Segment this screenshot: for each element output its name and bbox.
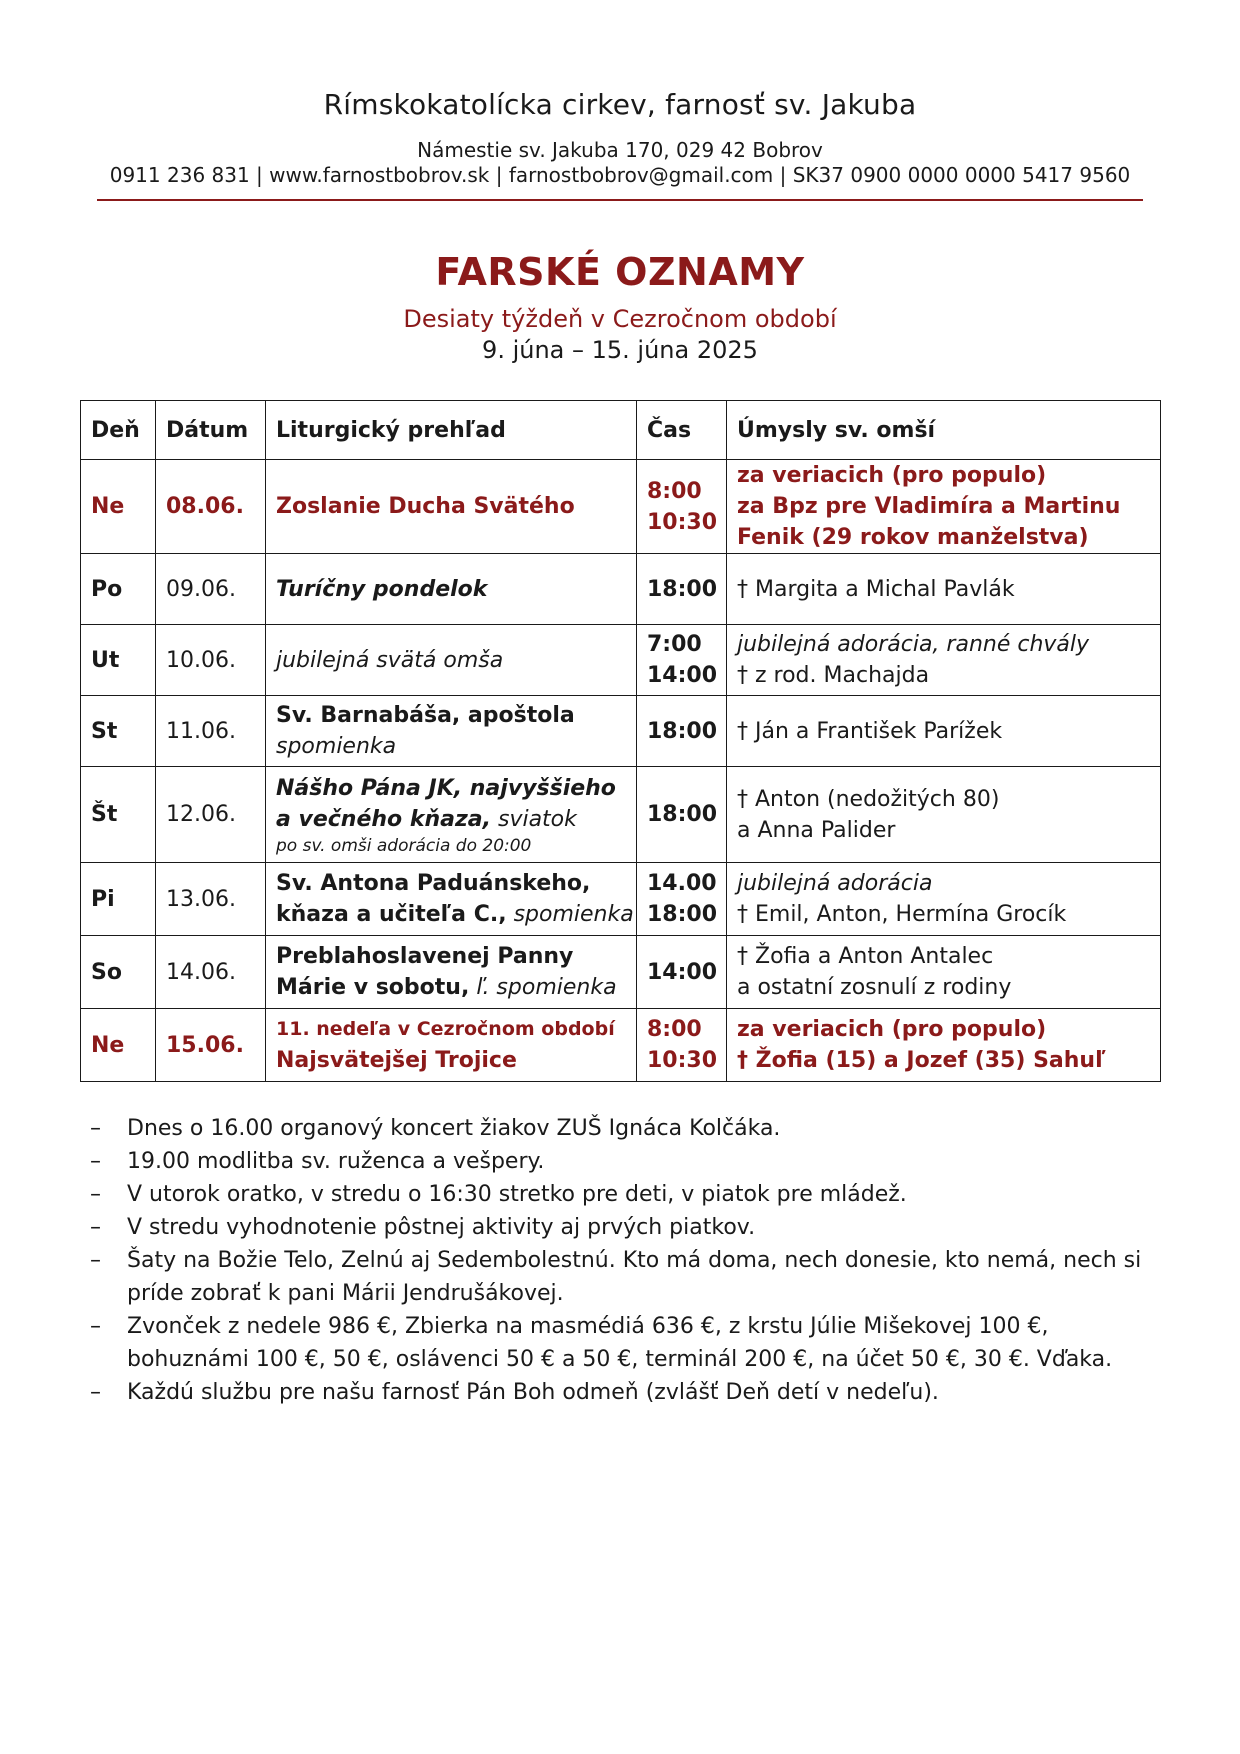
parish-contacts: 0911 236 831 | www.farnostbobrov.sk | farnostbobrov@gmail.com | SK37 0900 0000 0000 5417 9560 — [109, 163, 1131, 187]
day-cell: Ne — [81, 460, 156, 554]
date-cell: 11.06. — [156, 696, 266, 767]
day-cell: Št — [81, 767, 156, 863]
date-cell: 13.06. — [156, 863, 266, 936]
liturgy-cell — [266, 767, 637, 863]
time-cell — [637, 625, 727, 696]
intention-line: za veriacich (pro populo) — [737, 463, 1047, 488]
header-time: Čas — [637, 401, 727, 460]
time-cell — [637, 767, 727, 863]
time-line: 8:00 — [647, 478, 702, 504]
notice-text: Dnes o 16.00 organový koncert žiakov ZUŠ Ignáca Kolčáka. — [127, 1116, 781, 1141]
notice-text: Šaty na Božie Telo, Zelnú aj Sedembolestnú. Kto má doma, nech donesie, kto nemá, nech si príde zobrať k pani Márii Jendrušákovej. — [127, 1248, 1142, 1306]
time-cell — [637, 696, 727, 767]
intentions-cell — [727, 1009, 1161, 1082]
bullet-dash: – — [90, 1116, 101, 1141]
liturgy-cell — [266, 696, 637, 767]
notice-text: V stredu vyhodnotenie pôstnej aktivity aj prvých piatkov. — [127, 1215, 756, 1240]
date-cell: 09.06. — [156, 554, 266, 625]
table-header-row — [81, 401, 1161, 460]
liturgy-line: a večného kňaza, — [276, 806, 491, 832]
liturgy-cell — [266, 460, 637, 554]
header-liturgy: Liturgický prehľad — [266, 401, 637, 460]
table-row — [81, 767, 1161, 863]
liturgy-cell — [266, 863, 637, 936]
date-cell: 14.06. — [156, 936, 266, 1009]
time-line: 18:00 — [647, 718, 718, 744]
schedule-table — [80, 400, 1161, 1082]
liturgy-line: Sv. Antona Paduánskeho, — [276, 871, 591, 896]
intentions-cell — [727, 863, 1161, 936]
liturgy-line: Sv. Barnabáša, apoštola — [276, 703, 575, 728]
time-cell — [637, 936, 727, 1009]
intentions-cell — [727, 625, 1161, 696]
table-row — [81, 554, 1161, 625]
liturgy-line: kňaza a učiteľa C., — [276, 902, 507, 927]
intention-line: jubilejná adorácia — [737, 871, 933, 896]
table-row — [81, 936, 1161, 1009]
liturgy-cell — [266, 936, 637, 1009]
date-cell: 10.06. — [156, 625, 266, 696]
liturgy-rank: spomienka — [276, 734, 397, 759]
time-line: 8:00 — [647, 1017, 702, 1042]
time-cell — [637, 460, 727, 554]
intention-line: † Anton (nedožitých 80) — [737, 786, 1000, 812]
liturgy-cell — [266, 1009, 637, 1082]
table-row — [81, 625, 1161, 696]
intentions-cell — [727, 554, 1161, 625]
time-cell — [637, 1009, 727, 1082]
intentions-cell — [727, 936, 1161, 1009]
document-title: FARSKÉ OZNAMY — [435, 250, 805, 294]
header-day: Deň — [81, 401, 156, 460]
day-cell: Ut — [81, 625, 156, 696]
intention-line: Fenik (29 rokov manželstva) — [737, 525, 1089, 550]
intention-line: † z rod. Machajda — [737, 663, 930, 688]
liturgy-line: jubilejná svätá omša — [276, 647, 504, 673]
time-line: 14:00 — [647, 959, 718, 985]
intention-line: jubilejná adorácia, ranné chvály — [737, 632, 1090, 657]
bullet-dash: – — [90, 1248, 101, 1273]
notice-item — [84, 1211, 1164, 1244]
intention-line: † Margita a Michal Pavlák — [737, 576, 1015, 602]
notices-list — [84, 1112, 1164, 1409]
intentions-cell — [727, 696, 1161, 767]
header-divider — [97, 199, 1143, 201]
intention-line: a Anna Palider — [737, 817, 896, 843]
header-intentions: Úmysly sv. omší — [727, 401, 1161, 460]
intentions-cell — [727, 767, 1161, 863]
time-line: 18:00 — [647, 902, 718, 927]
day-cell: Po — [81, 554, 156, 625]
time-line: 14:00 — [647, 663, 718, 688]
liturgy-line: Zoslanie Ducha Svätého — [276, 494, 575, 519]
notice-item — [84, 1310, 1164, 1376]
notice-item — [84, 1244, 1164, 1310]
day-cell: So — [81, 936, 156, 1009]
table-row — [81, 696, 1161, 767]
intentions-cell — [727, 460, 1161, 554]
liturgy-cell — [266, 625, 637, 696]
day-cell: Ne — [81, 1009, 156, 1082]
bullet-dash: – — [90, 1215, 101, 1240]
table-row — [81, 1009, 1161, 1082]
notice-item — [84, 1112, 1164, 1145]
header-date: Dátum — [156, 401, 266, 460]
time-line: 7:00 — [647, 632, 702, 657]
date-cell: 12.06. — [156, 767, 266, 863]
liturgical-week: Desiaty týždeň v Cezročnom období — [403, 305, 837, 333]
liturgy-line: Najsvätejšej Trojice — [276, 1048, 517, 1073]
day-cell: St — [81, 696, 156, 767]
liturgy-line: Nášho Pána JK, najvyššieho — [276, 775, 616, 801]
liturgy-rank: sviatok — [497, 806, 577, 832]
liturgy-rank: ľ. spomienka — [476, 975, 617, 1000]
intention-line: † Žofia (15) a Jozef (35) Sahuľ — [737, 1048, 1106, 1073]
notice-item — [84, 1376, 1164, 1409]
bullet-dash: – — [90, 1149, 101, 1174]
bullet-dash: – — [90, 1182, 101, 1207]
liturgy-line: Márie v sobotu, — [276, 975, 470, 1000]
liturgy-line: 11. nedeľa v Cezročnom období — [276, 1018, 615, 1040]
parish-address: Námestie sv. Jakuba 170, 029 42 Bobrov — [417, 138, 823, 162]
time-cell — [637, 863, 727, 936]
liturgy-note: po sv. omši adorácia do 20:00 — [276, 835, 532, 856]
intention-line: † Žofia a Anton Antalec — [737, 944, 994, 969]
bullet-dash: – — [90, 1380, 101, 1405]
intention-line: a ostatní zosnulí z rodiny — [737, 975, 1012, 1000]
table-row — [81, 863, 1161, 936]
intention-line: za veriacich (pro populo) — [737, 1017, 1047, 1042]
notice-item — [84, 1145, 1164, 1178]
notice-text: Zvonček z nedele 986 €, Zbierka na masmédiá 636 €, z krstu Júlie Mišekovej 100 €, bohuznámi 100 €, 50 €, oslávenci 50 € a 50 €, terminál 200 €, na účet 50 €, 30 €. Vďaka. — [127, 1314, 1113, 1372]
bullet-dash: – — [90, 1314, 101, 1339]
time-line: 14.00 — [647, 871, 717, 896]
time-line: 10:30 — [647, 509, 718, 535]
day-cell: Pi — [81, 863, 156, 936]
time-cell — [637, 554, 727, 625]
notice-text: Každú službu pre našu farnosť Pán Boh odmeň (zvlášť Deň detí v nedeľu). — [127, 1380, 939, 1405]
liturgy-line: Turíčny pondelok — [276, 576, 488, 602]
date-cell: 08.06. — [156, 460, 266, 554]
date-range: 9. júna – 15. júna 2025 — [482, 336, 758, 364]
parish-name: Rímskokatolícka cirkev, farnosť sv. Jakuba — [323, 88, 917, 121]
notice-item — [84, 1178, 1164, 1211]
time-line: 18:00 — [647, 576, 718, 602]
notice-text: V utorok oratko, v stredu o 16:30 stretko pre deti, v piatok pre mládež. — [127, 1182, 907, 1207]
table-row — [81, 460, 1161, 554]
time-line: 18:00 — [647, 802, 718, 827]
intention-line: † Ján a František Parížek — [737, 718, 1003, 744]
liturgy-rank: spomienka — [513, 902, 634, 927]
liturgy-cell — [266, 554, 637, 625]
intention-line: za Bpz pre Vladimíra a Martinu — [737, 494, 1121, 519]
intention-line: † Emil, Anton, Hermína Grocík — [737, 902, 1067, 927]
liturgy-line: Preblahoslavenej Panny — [276, 944, 574, 969]
time-line: 10:30 — [647, 1048, 718, 1073]
date-cell: 15.06. — [156, 1009, 266, 1082]
notice-text: 19.00 modlitba sv. ruženca a vešpery. — [127, 1149, 545, 1174]
